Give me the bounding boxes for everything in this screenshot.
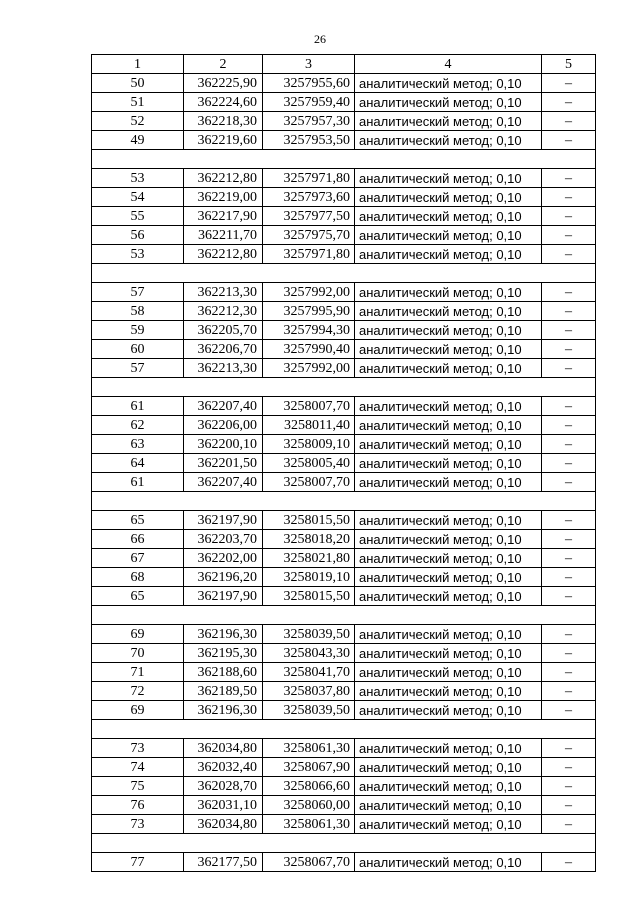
x-coordinate-cell: 362219,60	[184, 131, 263, 150]
group-separator-cell	[92, 378, 596, 397]
x-coordinate-cell: 362188,60	[184, 663, 263, 682]
method-cell: аналитический метод; 0,10	[355, 188, 542, 207]
point-number-cell: 64	[92, 454, 184, 473]
note-cell: –	[542, 321, 596, 340]
method-cell: аналитический метод; 0,10	[355, 302, 542, 321]
y-coordinate-cell: 3257992,00	[263, 359, 355, 378]
group-separator-row	[92, 606, 596, 625]
y-coordinate-cell: 3258066,60	[263, 777, 355, 796]
note-cell: –	[542, 454, 596, 473]
y-coordinate-cell: 3257957,30	[263, 112, 355, 131]
point-number-cell: 75	[92, 777, 184, 796]
group-separator-cell	[92, 834, 596, 853]
x-coordinate-cell: 362206,70	[184, 340, 263, 359]
point-number-cell: 68	[92, 568, 184, 587]
x-coordinate-cell: 362197,90	[184, 587, 263, 606]
x-coordinate-cell: 362197,90	[184, 511, 263, 530]
note-cell: –	[542, 777, 596, 796]
group-separator-cell	[92, 720, 596, 739]
y-coordinate-cell: 3257955,60	[263, 74, 355, 93]
table-row	[92, 473, 596, 492]
y-coordinate-cell: 3258039,50	[263, 625, 355, 644]
x-coordinate-cell: 362200,10	[184, 435, 263, 454]
table-row	[92, 207, 596, 226]
method-cell: аналитический метод; 0,10	[355, 226, 542, 245]
x-coordinate-cell: 362212,80	[184, 169, 263, 188]
y-coordinate-cell: 3258011,40	[263, 416, 355, 435]
note-cell: –	[542, 435, 596, 454]
table-row	[92, 188, 596, 207]
x-coordinate-cell: 362213,30	[184, 283, 263, 302]
x-coordinate-cell: 362031,10	[184, 796, 263, 815]
point-number-cell: 72	[92, 682, 184, 701]
x-coordinate-cell: 362211,70	[184, 226, 263, 245]
table-row	[92, 530, 596, 549]
point-number-cell: 77	[92, 853, 184, 872]
note-cell: –	[542, 397, 596, 416]
table-row	[92, 549, 596, 568]
group-separator-row	[92, 720, 596, 739]
note-cell: –	[542, 796, 596, 815]
y-coordinate-cell: 3258015,50	[263, 511, 355, 530]
point-number-cell: 62	[92, 416, 184, 435]
table-row	[92, 131, 596, 150]
group-separator-cell	[92, 492, 596, 511]
table-row	[92, 587, 596, 606]
method-cell: аналитический метод; 0,10	[355, 587, 542, 606]
method-cell: аналитический метод; 0,10	[355, 93, 542, 112]
note-cell: –	[542, 853, 596, 872]
note-cell: –	[542, 416, 596, 435]
x-coordinate-cell: 362202,00	[184, 549, 263, 568]
note-cell: –	[542, 93, 596, 112]
group-separator-row	[92, 492, 596, 511]
point-number-cell: 71	[92, 663, 184, 682]
method-cell: аналитический метод; 0,10	[355, 435, 542, 454]
method-cell: аналитический метод; 0,10	[355, 112, 542, 131]
point-number-cell: 51	[92, 93, 184, 112]
method-cell: аналитический метод; 0,10	[355, 739, 542, 758]
x-coordinate-cell: 362032,40	[184, 758, 263, 777]
point-number-cell: 61	[92, 473, 184, 492]
x-coordinate-cell: 362225,90	[184, 74, 263, 93]
y-coordinate-cell: 3258005,40	[263, 454, 355, 473]
method-cell: аналитический метод; 0,10	[355, 568, 542, 587]
table-row	[92, 340, 596, 359]
y-coordinate-cell: 3257959,40	[263, 93, 355, 112]
point-number-cell: 52	[92, 112, 184, 131]
x-coordinate-cell: 362212,30	[184, 302, 263, 321]
column-header-5: 5	[542, 55, 596, 74]
point-number-cell: 54	[92, 188, 184, 207]
point-number-cell: 57	[92, 359, 184, 378]
point-number-cell: 53	[92, 169, 184, 188]
table-row	[92, 454, 596, 473]
y-coordinate-cell: 3258015,50	[263, 587, 355, 606]
point-number-cell: 55	[92, 207, 184, 226]
method-cell: аналитический метод; 0,10	[355, 359, 542, 378]
x-coordinate-cell: 362196,30	[184, 701, 263, 720]
note-cell: –	[542, 701, 596, 720]
method-cell: аналитический метод; 0,10	[355, 283, 542, 302]
x-coordinate-cell: 362224,60	[184, 93, 263, 112]
point-number-cell: 66	[92, 530, 184, 549]
x-coordinate-cell: 362207,40	[184, 397, 263, 416]
point-number-cell: 73	[92, 739, 184, 758]
note-cell: –	[542, 74, 596, 93]
note-cell: –	[542, 549, 596, 568]
x-coordinate-cell: 362195,30	[184, 644, 263, 663]
method-cell: аналитический метод; 0,10	[355, 245, 542, 264]
point-number-cell: 70	[92, 644, 184, 663]
table-row	[92, 435, 596, 454]
point-number-cell: 49	[92, 131, 184, 150]
table-row	[92, 245, 596, 264]
header-row	[92, 55, 596, 74]
method-cell: аналитический метод; 0,10	[355, 169, 542, 188]
x-coordinate-cell: 362205,70	[184, 321, 263, 340]
column-header-1: 1	[92, 55, 184, 74]
point-number-cell: 59	[92, 321, 184, 340]
column-header-3: 3	[263, 55, 355, 74]
table-row	[92, 663, 596, 682]
y-coordinate-cell: 3257977,50	[263, 207, 355, 226]
table-row	[92, 74, 596, 93]
note-cell: –	[542, 644, 596, 663]
method-cell: аналитический метод; 0,10	[355, 530, 542, 549]
point-number-cell: 76	[92, 796, 184, 815]
group-separator-row	[92, 378, 596, 397]
y-coordinate-cell: 3258067,70	[263, 853, 355, 872]
method-cell: аналитический метод; 0,10	[355, 796, 542, 815]
y-coordinate-cell: 3258061,30	[263, 739, 355, 758]
column-header-4: 4	[355, 55, 542, 74]
table-row	[92, 112, 596, 131]
x-coordinate-cell: 362201,50	[184, 454, 263, 473]
note-cell: –	[542, 188, 596, 207]
method-cell: аналитический метод; 0,10	[355, 321, 542, 340]
y-coordinate-cell: 3258019,10	[263, 568, 355, 587]
y-coordinate-cell: 3258039,50	[263, 701, 355, 720]
method-cell: аналитический метод; 0,10	[355, 397, 542, 416]
x-coordinate-cell: 362217,90	[184, 207, 263, 226]
table-row	[92, 568, 596, 587]
table-row	[92, 226, 596, 245]
y-coordinate-cell: 3257975,70	[263, 226, 355, 245]
y-coordinate-cell: 3258037,80	[263, 682, 355, 701]
table-row	[92, 644, 596, 663]
note-cell: –	[542, 302, 596, 321]
x-coordinate-cell: 362213,30	[184, 359, 263, 378]
note-cell: –	[542, 682, 596, 701]
table-row	[92, 796, 596, 815]
table-row	[92, 169, 596, 188]
point-number-cell: 65	[92, 587, 184, 606]
table-row	[92, 511, 596, 530]
point-number-cell: 58	[92, 302, 184, 321]
x-coordinate-cell: 362206,00	[184, 416, 263, 435]
method-cell: аналитический метод; 0,10	[355, 853, 542, 872]
note-cell: –	[542, 226, 596, 245]
x-coordinate-cell: 362203,70	[184, 530, 263, 549]
group-separator-cell	[92, 150, 596, 169]
point-number-cell: 56	[92, 226, 184, 245]
table-row	[92, 739, 596, 758]
x-coordinate-cell: 362034,80	[184, 739, 263, 758]
point-number-cell: 60	[92, 340, 184, 359]
point-number-cell: 61	[92, 397, 184, 416]
note-cell: –	[542, 131, 596, 150]
point-number-cell: 63	[92, 435, 184, 454]
table-row	[92, 359, 596, 378]
table-row	[92, 853, 596, 872]
point-number-cell: 73	[92, 815, 184, 834]
column-header-2: 2	[184, 55, 263, 74]
table-row	[92, 701, 596, 720]
group-separator-row	[92, 150, 596, 169]
table-body	[92, 74, 596, 872]
note-cell: –	[542, 511, 596, 530]
coordinates-table	[91, 54, 596, 872]
y-coordinate-cell: 3257973,60	[263, 188, 355, 207]
table-row	[92, 93, 596, 112]
point-number-cell: 65	[92, 511, 184, 530]
table-row	[92, 682, 596, 701]
note-cell: –	[542, 340, 596, 359]
note-cell: –	[542, 758, 596, 777]
note-cell: –	[542, 169, 596, 188]
group-separator-cell	[92, 606, 596, 625]
note-cell: –	[542, 663, 596, 682]
method-cell: аналитический метод; 0,10	[355, 701, 542, 720]
note-cell: –	[542, 625, 596, 644]
method-cell: аналитический метод; 0,10	[355, 625, 542, 644]
method-cell: аналитический метод; 0,10	[355, 207, 542, 226]
note-cell: –	[542, 112, 596, 131]
note-cell: –	[542, 739, 596, 758]
method-cell: аналитический метод; 0,10	[355, 473, 542, 492]
group-separator-row	[92, 264, 596, 283]
y-coordinate-cell: 3258041,70	[263, 663, 355, 682]
table-row	[92, 758, 596, 777]
point-number-cell: 74	[92, 758, 184, 777]
x-coordinate-cell: 362028,70	[184, 777, 263, 796]
note-cell: –	[542, 473, 596, 492]
table-row	[92, 815, 596, 834]
method-cell: аналитический метод; 0,10	[355, 340, 542, 359]
y-coordinate-cell: 3258009,10	[263, 435, 355, 454]
point-number-cell: 69	[92, 701, 184, 720]
y-coordinate-cell: 3257971,80	[263, 169, 355, 188]
y-coordinate-cell: 3258067,90	[263, 758, 355, 777]
y-coordinate-cell: 3258043,30	[263, 644, 355, 663]
y-coordinate-cell: 3257990,40	[263, 340, 355, 359]
method-cell: аналитический метод; 0,10	[355, 644, 542, 663]
note-cell: –	[542, 283, 596, 302]
x-coordinate-cell: 362219,00	[184, 188, 263, 207]
method-cell: аналитический метод; 0,10	[355, 663, 542, 682]
note-cell: –	[542, 530, 596, 549]
method-cell: аналитический метод; 0,10	[355, 777, 542, 796]
x-coordinate-cell: 362218,30	[184, 112, 263, 131]
point-number-cell: 67	[92, 549, 184, 568]
method-cell: аналитический метод; 0,10	[355, 815, 542, 834]
table-row	[92, 777, 596, 796]
y-coordinate-cell: 3257971,80	[263, 245, 355, 264]
table-row	[92, 321, 596, 340]
x-coordinate-cell: 362177,50	[184, 853, 263, 872]
table-row	[92, 416, 596, 435]
note-cell: –	[542, 587, 596, 606]
y-coordinate-cell: 3258007,70	[263, 473, 355, 492]
method-cell: аналитический метод; 0,10	[355, 74, 542, 93]
method-cell: аналитический метод; 0,10	[355, 454, 542, 473]
point-number-cell: 69	[92, 625, 184, 644]
method-cell: аналитический метод; 0,10	[355, 131, 542, 150]
method-cell: аналитический метод; 0,10	[355, 549, 542, 568]
note-cell: –	[542, 568, 596, 587]
x-coordinate-cell: 362196,30	[184, 625, 263, 644]
table-row	[92, 625, 596, 644]
note-cell: –	[542, 359, 596, 378]
x-coordinate-cell: 362207,40	[184, 473, 263, 492]
y-coordinate-cell: 3257953,50	[263, 131, 355, 150]
method-cell: аналитический метод; 0,10	[355, 416, 542, 435]
x-coordinate-cell: 362034,80	[184, 815, 263, 834]
group-separator-cell	[92, 264, 596, 283]
method-cell: аналитический метод; 0,10	[355, 758, 542, 777]
y-coordinate-cell: 3258060,00	[263, 796, 355, 815]
point-number-cell: 53	[92, 245, 184, 264]
y-coordinate-cell: 3258007,70	[263, 397, 355, 416]
page-number: 26	[314, 32, 326, 46]
note-cell: –	[542, 207, 596, 226]
y-coordinate-cell: 3258018,20	[263, 530, 355, 549]
table-row	[92, 283, 596, 302]
y-coordinate-cell: 3258061,30	[263, 815, 355, 834]
table-row	[92, 397, 596, 416]
method-cell: аналитический метод; 0,10	[355, 682, 542, 701]
table-row	[92, 302, 596, 321]
x-coordinate-cell: 362212,80	[184, 245, 263, 264]
group-separator-row	[92, 834, 596, 853]
y-coordinate-cell: 3257994,30	[263, 321, 355, 340]
y-coordinate-cell: 3257992,00	[263, 283, 355, 302]
x-coordinate-cell: 362196,20	[184, 568, 263, 587]
y-coordinate-cell: 3258021,80	[263, 549, 355, 568]
point-number-cell: 57	[92, 283, 184, 302]
note-cell: –	[542, 245, 596, 264]
y-coordinate-cell: 3257995,90	[263, 302, 355, 321]
point-number-cell: 50	[92, 74, 184, 93]
note-cell: –	[542, 815, 596, 834]
x-coordinate-cell: 362189,50	[184, 682, 263, 701]
method-cell: аналитический метод; 0,10	[355, 511, 542, 530]
